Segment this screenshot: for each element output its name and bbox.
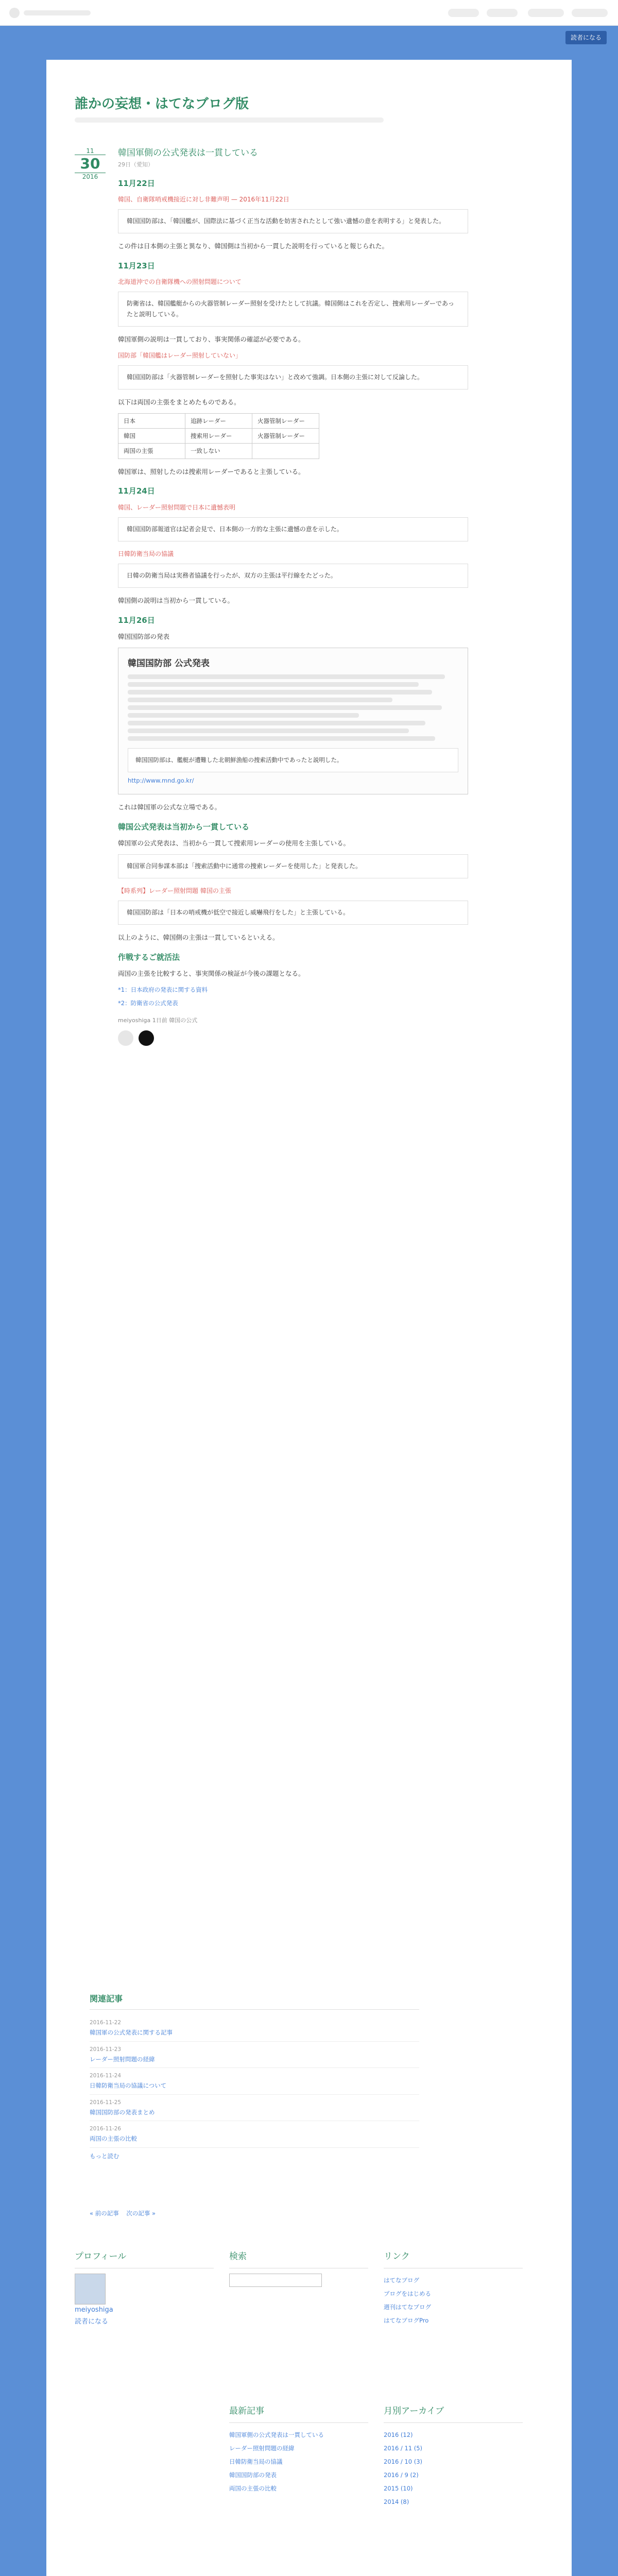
list-item[interactable]: 2016 / 11 (5) [384, 2444, 423, 2452]
paragraph: 韓国軍側の説明は一貫しており、事実関係の確認が必要である。 [118, 335, 305, 344]
table-cell: 捜索用レーダー [185, 429, 252, 444]
list-item[interactable]: 日韓防衛当局の協議 [229, 2458, 283, 2465]
module-search [229, 2249, 368, 2287]
section-heading: 韓国公式発表は当初から一貫している [118, 822, 250, 832]
module-recent [229, 2404, 368, 2495]
quote-source-link[interactable]: 日韓防衛当局の協議 [118, 550, 174, 557]
list-item[interactable]: 2016 / 10 (3) [384, 2458, 423, 2465]
blockquote: 日韓の防衛当局は実務者協議を行ったが、双方の主張は平行線をたどった。 [118, 564, 468, 588]
list-item[interactable]: 2016-11-23 レーダー照射問題の経緯 [90, 2042, 419, 2069]
paragraph: 以下は両国の主張をまとめたものである。 [118, 398, 241, 406]
table-row [118, 414, 319, 429]
embed-text-lines [128, 674, 458, 741]
blog-title[interactable]: 誰かの妄想・はてなブログ版 [75, 96, 249, 112]
list-item[interactable]: 2016-11-24 日韓防衛当局の協議について [90, 2068, 419, 2095]
list-item[interactable]: 韓国国防部の発表 [229, 2471, 277, 2479]
header-menu-item[interactable] [572, 9, 608, 17]
paragraph: 以上のように、韓国側の主張は一貫しているといえる。 [118, 933, 279, 941]
section-heading: 11月23日 [118, 261, 155, 271]
list-item[interactable]: はてなブログPro [384, 2317, 429, 2325]
list-item[interactable]: 2016 / 9 (2) [384, 2471, 419, 2479]
related-entries [90, 1992, 419, 2161]
header-menu-item[interactable] [448, 9, 479, 17]
quote-source-link[interactable]: 【時系列】レーダー照射問題 韓国の主張 [118, 887, 231, 894]
module-title: プロフィール [75, 2249, 214, 2268]
list-item[interactable]: 2016-11-22 韓国軍の公式発表に関する記事 [90, 2015, 419, 2042]
list-item[interactable]: はてなブログ [384, 2276, 419, 2284]
pager-next-link[interactable]: 次の記事 » [126, 2210, 156, 2217]
table-cell: 一致しない [185, 444, 252, 459]
section-heading: 11月24日 [118, 486, 155, 496]
search-input[interactable] [229, 2274, 322, 2287]
table-cell: 韓国 [118, 429, 185, 444]
blockquote: 韓国軍合同参謀本部は「捜索活動中に通常の捜索レーダーを使用した」と発表した。 [118, 854, 468, 878]
list-item[interactable]: 2014 (8) [384, 2498, 409, 2506]
header-menu-item[interactable] [487, 9, 518, 17]
table-row [118, 429, 319, 444]
paragraph: この件は日本側の主張と異なり、韓国側は当初から一貫した説明を行っていると報じられた。 [118, 242, 389, 250]
blockquote: 防衛省は、韓国艦艇からの火器管制レーダー照射を受けたとして抗議。韓国側はこれを否定し、捜索用レーダーであったと説明している。 [118, 292, 468, 327]
entry-date [75, 147, 106, 180]
list-item[interactable]: 韓国軍側の公式発表は一貫している [229, 2431, 324, 2438]
blockquote: 韓国国防部は「日本の哨戒機が低空で接近し威嚇飛行をした」と主張している。 [118, 901, 468, 925]
related-title: 関連記事 [90, 1992, 419, 2010]
embed-source-link[interactable]: http://www.mnd.go.kr/ [128, 776, 194, 784]
entry-date-day: 30 [75, 155, 106, 173]
footnote-link[interactable]: *1：日本政府の発表に関する資料 [118, 986, 208, 993]
list-item[interactable]: ブログをはじめる [384, 2290, 431, 2297]
list-item[interactable]: 2016-11-26 両国の主張の比較 [90, 2121, 419, 2148]
quote-source-link[interactable]: 国防部「韓国艦はレーダー照射していない」 [118, 352, 242, 360]
quote-source-link[interactable]: 韓国、レーダー照射問題で日本に遺憾表明 [118, 503, 236, 511]
footnote-link[interactable]: *2：防衛省の公式発表 [118, 999, 178, 1007]
quote-source-link[interactable]: 北海道沖での自衛隊機への照射問題について [118, 278, 242, 286]
avatar[interactable] [118, 1030, 133, 1046]
blockquote: 韓国国防部は「火器管制レーダーを照射した事実はない」と改めて強調。日本側の主張に対して反論した。 [118, 365, 468, 389]
reader-button[interactable]: 読者になる [565, 31, 607, 44]
comparison-table [118, 413, 319, 459]
module-title: 月別アーカイブ [384, 2404, 523, 2423]
module-title: 検索 [229, 2249, 368, 2268]
table-cell [252, 444, 319, 459]
section-heading: 11月22日 [118, 179, 155, 189]
entry-footer-text: meiyoshiga 1日前 韓国の公式 [118, 1016, 198, 1024]
list-item[interactable]: レーダー照射問題の経緯 [229, 2444, 295, 2452]
table-cell: 火器管制レーダー [252, 429, 319, 444]
profile-name[interactable]: meiyoshiga [75, 2306, 113, 2314]
module-title: 最新記事 [229, 2404, 368, 2423]
paragraph: 両国の主張を比較すると、事実関係の検証が今後の課題となる。 [118, 969, 305, 977]
share-buttons [118, 1030, 468, 1046]
list-item[interactable]: 週刊はてなブログ [384, 2303, 431, 2311]
entry-title[interactable]: 韓国軍側の公式発表は一貫している [118, 148, 258, 158]
table-cell: 火器管制レーダー [252, 414, 319, 429]
paragraph: 韓国軍の公式発表は、当初から一貫して捜索用レーダーの使用を主張している。 [118, 839, 350, 847]
section-heading: 作戦するご就活法 [118, 952, 180, 962]
entry-category[interactable]: 29日（愛知） [118, 161, 153, 168]
pager-prev-link[interactable]: « 前の記事 [90, 2210, 119, 2217]
entry-body [118, 147, 468, 1046]
paragraph: 韓国側の説明は当初から一貫している。 [118, 596, 234, 604]
paragraph: これは韓国軍の公式な立場である。 [118, 803, 221, 811]
quote-source-link[interactable]: 韓国、自衛隊哨戒機接近に対し非難声明 — 2016年11月22日 [118, 196, 289, 204]
follow-button[interactable]: 読者になる [75, 2317, 109, 2326]
list-item[interactable]: 2016-11-25 韓国国防部の発表まとめ [90, 2095, 419, 2122]
list-item[interactable]: 両国の主張の比較 [229, 2485, 277, 2493]
header-menu-item[interactable] [528, 9, 564, 17]
entry-footer [118, 1015, 468, 1046]
section-heading: 11月26日 [118, 615, 155, 625]
list-item[interactable]: 2016 (12) [384, 2431, 413, 2438]
table-row [118, 444, 319, 459]
table-cell: 日本 [118, 414, 185, 429]
more-link[interactable]: もっと読む [90, 2152, 119, 2160]
module-links [384, 2249, 523, 2327]
table-cell: 両国の主張 [118, 444, 185, 459]
module-title: リンク [384, 2249, 523, 2268]
entry-date-year: 2016 [82, 173, 98, 180]
blog-container [46, 60, 572, 2576]
embed-inner-quote: 韓国国防部は、艦艇が遭難した北朝鮮漁船の捜索活動中であったと説明した。 [128, 748, 458, 772]
list-item[interactable]: 2015 (10) [384, 2485, 413, 2493]
global-header [0, 0, 618, 26]
hatena-logo-icon[interactable] [9, 8, 20, 18]
table-cell: 追跡レーダー [185, 414, 252, 429]
entry-date-month: 11 [86, 147, 94, 155]
blog-description [75, 117, 384, 123]
module-archive [384, 2404, 523, 2509]
global-header-title [24, 10, 91, 15]
embedded-article [118, 648, 468, 794]
paragraph: 韓国国防部の発表 [118, 632, 170, 640]
paragraph: 韓国軍は、照射したのは捜索用レーダーであると主張している。 [118, 467, 305, 476]
blockquote: 韓国国防部は、「韓国艦が、国際法に基づく正当な活動を妨害されたとして強い遺憾の意を表明する」と発表した。 [118, 209, 468, 233]
pager [90, 2208, 419, 2218]
module-profile [75, 2249, 214, 2328]
embed-title: 韓国国防部 公式発表 [128, 658, 210, 669]
x-share-icon[interactable] [139, 1030, 154, 1046]
blockquote: 韓国国防部報道官は記者会見で、日本側の一方的な主張に遺憾の意を示した。 [118, 517, 468, 541]
avatar[interactable] [75, 2274, 106, 2304]
